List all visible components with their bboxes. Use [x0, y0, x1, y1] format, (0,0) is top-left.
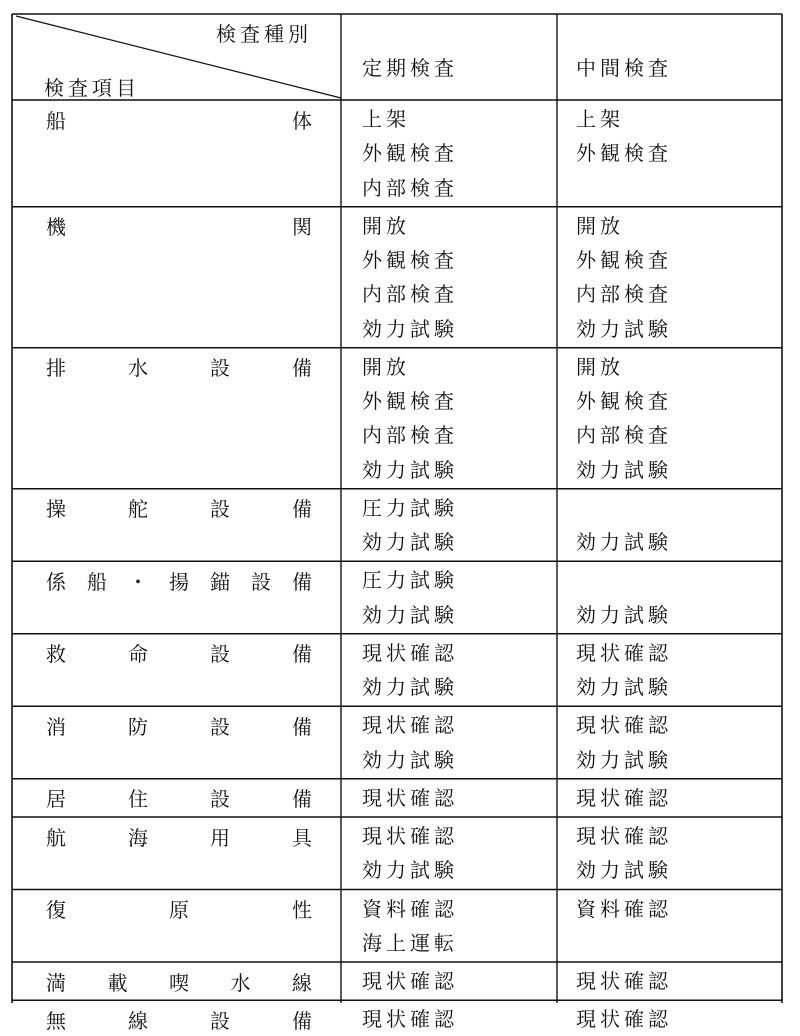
item-name-char: 水 — [230, 970, 251, 995]
periodic-check: 資料確認 — [362, 896, 458, 921]
interim-check: 現状確認 — [576, 785, 672, 810]
item-name-char: 性 — [292, 898, 312, 922]
item-name-char: 関 — [292, 215, 312, 240]
periodic-check: 内部検査 — [362, 175, 458, 200]
item-name-char: 備 — [292, 787, 312, 812]
periodic-check: 外観検査 — [362, 248, 458, 272]
item-name-char: 載 — [107, 970, 128, 995]
interim-check: 現状確認 — [576, 713, 672, 738]
interim-check: 上架 — [576, 107, 624, 131]
item-name-char: 設 — [210, 642, 230, 667]
periodic-check: 現状確認 — [362, 640, 458, 665]
interim-check: 資料確認 — [576, 896, 672, 921]
interim-check: 開放 — [576, 213, 624, 238]
header-type-label: 検査種別 — [216, 22, 312, 46]
interim-check: 外観検査 — [576, 248, 672, 272]
item-name-char: 原 — [169, 898, 189, 922]
item-name-char: 錨 — [210, 569, 230, 594]
item-name — [46, 708, 312, 742]
item-name — [46, 350, 312, 384]
item-name-char: 命 — [128, 642, 148, 667]
interim-check: 現状確認 — [576, 640, 672, 665]
item-name-char: 線 — [292, 970, 312, 995]
item-name-char: 住 — [128, 787, 148, 812]
item-name-char: 機 — [46, 215, 66, 240]
item-name-char: 海 — [128, 825, 148, 850]
interim-check: 効力試験 — [576, 858, 672, 883]
periodic-check: 海上運転 — [362, 930, 458, 955]
interim-check: 効力試験 — [576, 602, 672, 627]
item-name — [46, 819, 312, 853]
item-name-char: 操 — [46, 497, 66, 522]
item-name-char: 設 — [210, 714, 230, 739]
interim-check: 現状確認 — [576, 1007, 672, 1032]
periodic-check: 現状確認 — [362, 713, 458, 738]
item-name — [46, 102, 312, 136]
periodic-check: 開放 — [362, 354, 410, 379]
item-name — [46, 209, 312, 243]
periodic-check: 圧力試験 — [362, 495, 458, 520]
item-name-char: 線 — [128, 1008, 148, 1033]
item-name-char: ・ — [128, 569, 148, 594]
item-name — [46, 636, 312, 670]
item-name-char: 居 — [46, 787, 66, 812]
item-name — [46, 563, 312, 597]
interim-check: 開放 — [576, 354, 624, 379]
periodic-check: 圧力試験 — [362, 568, 458, 593]
item-name — [46, 781, 312, 815]
interim-check: 内部検査 — [576, 282, 672, 307]
item-name-char: 備 — [292, 642, 312, 667]
item-name — [46, 964, 312, 998]
item-name-char: 備 — [292, 1008, 312, 1033]
periodic-check: 現状確認 — [362, 969, 458, 993]
periodic-check: 現状確認 — [362, 785, 458, 810]
header-periodic: 定期検査 — [362, 56, 458, 80]
item-name-char: 用 — [210, 825, 230, 850]
item-name-char: 体 — [292, 108, 312, 133]
item-name-char: 満 — [46, 970, 66, 995]
item-name-char: 設 — [210, 1008, 230, 1033]
item-name-char: 救 — [46, 642, 66, 667]
item-name-char: 水 — [128, 356, 148, 381]
interim-check: 効力試験 — [576, 747, 672, 772]
periodic-check: 効力試験 — [362, 457, 458, 482]
item-name-char: 喫 — [169, 970, 189, 995]
interim-check: 効力試験 — [576, 316, 672, 341]
item-name — [46, 491, 312, 525]
interim-check: 外観検査 — [576, 389, 672, 413]
periodic-check: 外観検査 — [362, 141, 458, 166]
header-item-label: 検査項目 — [44, 76, 140, 100]
item-name-char: 航 — [46, 825, 66, 850]
item-name-char: 備 — [292, 569, 312, 594]
periodic-check: 上架 — [362, 107, 410, 131]
interim-check: 現状確認 — [576, 969, 672, 993]
item-name-char: 備 — [292, 356, 312, 381]
item-name-char: 復 — [46, 898, 66, 922]
item-name-char: 消 — [46, 714, 66, 739]
item-name-char: 揚 — [169, 569, 189, 594]
periodic-check: 外観検査 — [362, 389, 458, 413]
periodic-check: 内部検査 — [362, 282, 458, 307]
item-name — [46, 892, 312, 926]
item-name-char: 備 — [292, 714, 312, 739]
item-name-char: 舵 — [128, 497, 148, 522]
item-name-char: 設 — [210, 787, 230, 812]
periodic-check: 開放 — [362, 213, 410, 238]
item-name-char: 設 — [210, 497, 230, 522]
periodic-check: 内部検査 — [362, 423, 458, 448]
periodic-check: 効力試験 — [362, 316, 458, 341]
periodic-check: 現状確認 — [362, 824, 458, 848]
interim-check: 効力試験 — [576, 457, 672, 482]
periodic-check: 現状確認 — [362, 1007, 458, 1032]
item-name-char: 排 — [46, 356, 66, 381]
header-interim: 中間検査 — [576, 56, 672, 80]
item-name-char: 具 — [292, 825, 312, 850]
item-name-char: 無 — [46, 1008, 66, 1033]
item-name-char: 防 — [128, 714, 148, 739]
item-name — [46, 1002, 312, 1036]
item-name-char: 船 — [46, 108, 66, 133]
periodic-check: 効力試験 — [362, 747, 458, 772]
periodic-check: 効力試験 — [362, 530, 458, 554]
item-name-char: 設 — [210, 356, 230, 381]
interim-check: 効力試験 — [576, 675, 672, 699]
item-name-char: 船 — [87, 569, 107, 594]
periodic-check: 効力試験 — [362, 602, 458, 627]
interim-check: 外観検査 — [576, 141, 672, 166]
interim-check: 現状確認 — [576, 824, 672, 848]
item-name-char: 設 — [251, 569, 271, 594]
periodic-check: 効力試験 — [362, 675, 458, 699]
item-name-char: 備 — [292, 497, 312, 522]
interim-check: 内部検査 — [576, 423, 672, 448]
interim-check: 効力試験 — [576, 530, 672, 554]
item-name-char: 係 — [46, 569, 66, 594]
periodic-check: 効力試験 — [362, 858, 458, 883]
